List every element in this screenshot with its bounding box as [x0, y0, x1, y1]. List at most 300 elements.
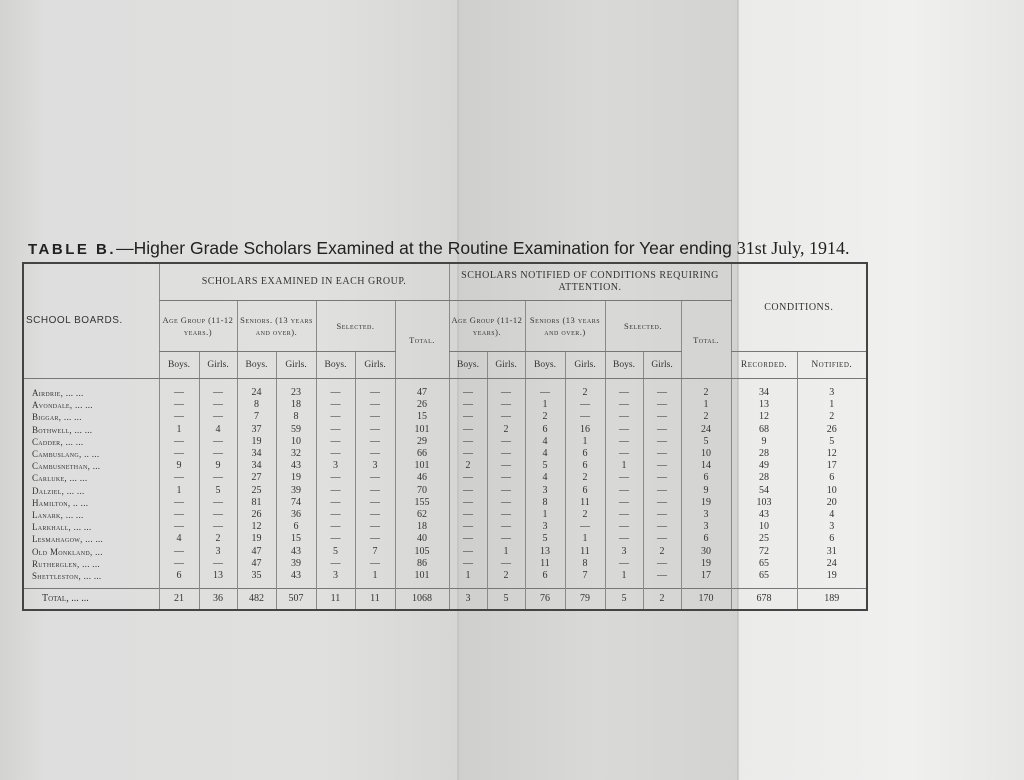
table-cell: — — [316, 558, 355, 570]
table-cell: — — [449, 472, 487, 484]
table-cell: 28 — [731, 448, 797, 460]
boys-header: Boys. — [237, 352, 276, 379]
table-cell: — — [159, 509, 199, 521]
table-cell: 3 — [199, 546, 237, 558]
table-cell: 43 — [731, 509, 797, 521]
table-cell: 25 — [731, 533, 797, 545]
table-cell: 8 — [276, 411, 316, 423]
table-cell: 155 — [395, 497, 449, 509]
table-cell: 62 — [395, 509, 449, 521]
table-cell: 2 — [487, 424, 525, 436]
table-cell: 3 — [355, 460, 395, 472]
table-cell: 74 — [276, 497, 316, 509]
table-cell: 101 — [395, 424, 449, 436]
table-cell: 15 — [276, 533, 316, 545]
selected-notified-header: Selected. — [605, 301, 681, 352]
conditions-header: CONDITIONS. — [731, 263, 867, 352]
table-cell: — — [449, 521, 487, 533]
total-cell: 2 — [643, 589, 681, 611]
recorded-header: Recorded. — [731, 352, 797, 379]
table-cell: 8 — [565, 558, 605, 570]
table-cell: — — [449, 497, 487, 509]
table-cell: 3 — [797, 379, 867, 400]
table-cell: — — [643, 485, 681, 497]
table-cell: — — [643, 399, 681, 411]
table-cell: — — [355, 411, 395, 423]
table-cell: — — [199, 558, 237, 570]
table-cell: 2 — [797, 411, 867, 423]
table-cell: — — [199, 411, 237, 423]
table-cell: 4 — [199, 424, 237, 436]
total-row — [23, 589, 867, 611]
school-board-name: Hamilton, .. ... — [32, 497, 89, 508]
table-cell: 2 — [565, 472, 605, 484]
table-cell: — — [355, 485, 395, 497]
table-cell: — — [316, 472, 355, 484]
table-cell: — — [449, 533, 487, 545]
total-cell: 170 — [681, 589, 731, 611]
table-cell: 4 — [525, 448, 565, 460]
table-row — [23, 399, 867, 411]
table-row — [23, 472, 867, 484]
table-cell: 2 — [449, 460, 487, 472]
table-cell: 13 — [731, 399, 797, 411]
table-cell: 1 — [159, 424, 199, 436]
school-board-name: Carluke, ... ... — [32, 473, 88, 484]
table-cell: — — [605, 411, 643, 423]
total-cell: 1068 — [395, 589, 449, 611]
total-header: Total. — [395, 301, 449, 379]
table-cell: 4 — [159, 533, 199, 545]
table-cell: 19 — [237, 436, 276, 448]
table-cell: — — [355, 558, 395, 570]
table-cell: 101 — [395, 460, 449, 472]
table-cell: — — [159, 546, 199, 558]
table-cell: — — [316, 485, 355, 497]
table-cell: 81 — [237, 497, 276, 509]
table-cell: 20 — [797, 497, 867, 509]
girls-header: Girls. — [565, 352, 605, 379]
table-cell: 3 — [681, 521, 731, 533]
table-cell: 11 — [565, 546, 605, 558]
table-cell: 27 — [237, 472, 276, 484]
table-cell: — — [316, 436, 355, 448]
table-cell: 9 — [731, 436, 797, 448]
table-cell: 18 — [276, 399, 316, 411]
table-cell: — — [525, 379, 565, 400]
table-cell: — — [605, 521, 643, 533]
table-row — [23, 546, 867, 558]
table-cell: 34 — [237, 448, 276, 460]
table-cell: 1 — [525, 399, 565, 411]
table-cell: 5 — [525, 460, 565, 472]
boys-header: Boys. — [525, 352, 565, 379]
table-cell: — — [487, 399, 525, 411]
table-cell: — — [355, 533, 395, 545]
table-cell: — — [449, 411, 487, 423]
table-cell: — — [487, 485, 525, 497]
table-cell: — — [605, 424, 643, 436]
table-cell: — — [643, 460, 681, 472]
table-cell: 12 — [797, 448, 867, 460]
table-cell: — — [605, 497, 643, 509]
school-board-name: Lesmahagow, ... ... — [32, 534, 104, 545]
table-cell: 6 — [525, 424, 565, 436]
school-board-name: Cadder, ... ... — [32, 436, 84, 447]
table-cell: — — [487, 436, 525, 448]
table-cell: — — [643, 521, 681, 533]
table-cell: 47 — [237, 558, 276, 570]
table-cell: — — [449, 558, 487, 570]
table-cell: 19 — [276, 472, 316, 484]
table-cell: — — [316, 379, 355, 400]
table-cell: 8 — [237, 399, 276, 411]
table-cell: — — [643, 411, 681, 423]
table-cell: — — [355, 379, 395, 400]
total-cell: 79 — [565, 589, 605, 611]
girls-header: Girls. — [487, 352, 525, 379]
table-cell: — — [449, 509, 487, 521]
table-title-year: 31st July, 1914. — [736, 238, 850, 258]
table-cell: 40 — [395, 533, 449, 545]
total-cell: 482 — [237, 589, 276, 611]
table-cell: — — [159, 497, 199, 509]
table-cell: — — [605, 448, 643, 460]
table-cell: — — [487, 460, 525, 472]
seniors-notified-header: Seniors (13 years and over.) — [525, 301, 605, 352]
table-cell: — — [449, 546, 487, 558]
table-row — [23, 448, 867, 460]
total-label: Total, ... ... — [23, 589, 159, 611]
table-cell: — — [316, 521, 355, 533]
school-board-name: Biggar, ... ... — [32, 412, 82, 423]
school-board-name: Cambuslang, .. ... — [32, 449, 100, 460]
table-cell: 19 — [797, 570, 867, 589]
girls-header: Girls. — [276, 352, 316, 379]
table-cell: 1 — [565, 533, 605, 545]
table-cell: — — [487, 379, 525, 400]
table-row — [23, 424, 867, 436]
table-cell: 23 — [276, 379, 316, 400]
girls-header: Girls. — [199, 352, 237, 379]
table-cell: 7 — [237, 411, 276, 423]
table-cell: 9 — [159, 460, 199, 472]
table-cell: — — [487, 509, 525, 521]
table-cell: 15 — [395, 411, 449, 423]
table-cell: — — [487, 472, 525, 484]
table-cell: — — [605, 558, 643, 570]
table-cell: 11 — [565, 497, 605, 509]
table-cell: 13 — [199, 570, 237, 589]
table-cell: — — [316, 509, 355, 521]
total-cell: 5 — [487, 589, 525, 611]
school-board-name: Avondale, ... ... — [32, 400, 93, 411]
table-cell: 70 — [395, 485, 449, 497]
table-cell: — — [605, 485, 643, 497]
table-cell: 32 — [276, 448, 316, 460]
table-cell: — — [487, 411, 525, 423]
table-cell: — — [159, 472, 199, 484]
notified-header: SCHOLARS NOTIFIED OF CONDITIONS REQUIRING ATTENTION. — [449, 263, 731, 301]
table-cell: 14 — [681, 460, 731, 472]
table-cell: 54 — [731, 485, 797, 497]
table-cell: — — [355, 521, 395, 533]
table-cell: 25 — [237, 485, 276, 497]
table-cell: 43 — [276, 460, 316, 472]
table-cell: 8 — [525, 497, 565, 509]
table-cell: 10 — [797, 485, 867, 497]
table-cell: 5 — [525, 533, 565, 545]
table-cell: 3 — [681, 509, 731, 521]
table-row — [23, 509, 867, 521]
age-group-notified-header: Age Group (11-12 years). — [449, 301, 525, 352]
table-cell: 39 — [276, 485, 316, 497]
table-cell: 4 — [525, 472, 565, 484]
table-cell: — — [159, 558, 199, 570]
table-cell: 11 — [525, 558, 565, 570]
total-notified-header: Total. — [681, 301, 731, 379]
table-cell: — — [605, 379, 643, 400]
table-cell: 2 — [681, 411, 731, 423]
table-cell: — — [449, 424, 487, 436]
table-cell: 18 — [395, 521, 449, 533]
table-cell: 24 — [237, 379, 276, 400]
table-cell: — — [199, 497, 237, 509]
notified-column-header: Notified. — [797, 352, 867, 379]
table-row — [23, 497, 867, 509]
table-row — [23, 570, 867, 589]
table-cell: 49 — [731, 460, 797, 472]
table-cell: 86 — [395, 558, 449, 570]
table-cell: 9 — [199, 460, 237, 472]
table-cell: 6 — [565, 448, 605, 460]
table-cell: 6 — [276, 521, 316, 533]
table-cell: 29 — [395, 436, 449, 448]
table-cell: 2 — [565, 379, 605, 400]
table-row — [23, 460, 867, 472]
school-board-name: Airdrie, ... ... — [32, 388, 84, 398]
table-cell: — — [565, 399, 605, 411]
table-cell: 103 — [731, 497, 797, 509]
table-cell: 2 — [643, 546, 681, 558]
table-cell: — — [355, 472, 395, 484]
table-cell: 6 — [681, 533, 731, 545]
table-cell: 30 — [681, 546, 731, 558]
total-cell: 36 — [199, 589, 237, 611]
scholars-table — [22, 262, 868, 611]
table-cell: 5 — [199, 485, 237, 497]
table-cell: 1 — [681, 399, 731, 411]
table-title-text: —Higher Grade Scholars Examined at the Routine Examination for Year ending — [116, 238, 737, 258]
table-cell: 10 — [731, 521, 797, 533]
table-cell: 1 — [605, 460, 643, 472]
table-cell: — — [643, 533, 681, 545]
table-cell: — — [643, 497, 681, 509]
table-cell: 65 — [731, 558, 797, 570]
table-cell: 68 — [731, 424, 797, 436]
school-board-name: Shettleston, ... ... — [32, 571, 102, 582]
table-cell: — — [643, 436, 681, 448]
table-cell: 43 — [276, 546, 316, 558]
school-board-name: Dalziel, ... ... — [32, 485, 85, 496]
table-cell: 6 — [565, 485, 605, 497]
table-cell: 19 — [237, 533, 276, 545]
table-cell: — — [199, 472, 237, 484]
table-cell: 2 — [487, 570, 525, 589]
total-cell: 3 — [449, 589, 487, 611]
table-cell: 34 — [237, 460, 276, 472]
table-cell: 26 — [237, 509, 276, 521]
table-title — [28, 238, 878, 259]
table-cell: — — [605, 509, 643, 521]
table-cell: — — [355, 436, 395, 448]
table-cell: — — [199, 399, 237, 411]
total-cell: 11 — [316, 589, 355, 611]
table-cell: 5 — [681, 436, 731, 448]
table-cell: 17 — [681, 570, 731, 589]
table-label: TABLE B. — [28, 241, 117, 258]
seniors-header: Seniors. (13 years and over). — [237, 301, 316, 352]
table-row — [23, 411, 867, 423]
table-cell: 24 — [681, 424, 731, 436]
table-cell: — — [449, 379, 487, 400]
table-cell: — — [316, 411, 355, 423]
table-cell: — — [355, 399, 395, 411]
table-cell: — — [487, 521, 525, 533]
table-cell: 6 — [797, 472, 867, 484]
table-cell: 105 — [395, 546, 449, 558]
table-cell: 1 — [355, 570, 395, 589]
table-cell: — — [199, 448, 237, 460]
table-cell: 19 — [681, 558, 731, 570]
table-cell: — — [449, 485, 487, 497]
table-cell: — — [159, 521, 199, 533]
table-cell: 6 — [159, 570, 199, 589]
table-cell: — — [159, 436, 199, 448]
table-cell: 4 — [797, 509, 867, 521]
school-board-name: Bothwell, ... ... — [32, 424, 93, 435]
table-cell: 36 — [276, 509, 316, 521]
table-cell: 47 — [395, 379, 449, 400]
table-cell: — — [316, 533, 355, 545]
table-cell: 46 — [395, 472, 449, 484]
table-cell: 65 — [731, 570, 797, 589]
table-cell: — — [643, 448, 681, 460]
table-cell: 5 — [797, 436, 867, 448]
table-cell: 17 — [797, 460, 867, 472]
table-cell: 5 — [316, 546, 355, 558]
table-cell: 2 — [681, 379, 731, 400]
table-cell: 34 — [731, 379, 797, 400]
table-cell: — — [565, 521, 605, 533]
table-cell: — — [487, 558, 525, 570]
total-cell: 21 — [159, 589, 199, 611]
table-cell: — — [159, 379, 199, 400]
table-cell: 1 — [605, 570, 643, 589]
table-cell: — — [487, 533, 525, 545]
table-row — [23, 379, 867, 400]
table-cell: 1 — [797, 399, 867, 411]
table-cell: — — [199, 379, 237, 400]
table-cell: 28 — [731, 472, 797, 484]
table-cell: 37 — [237, 424, 276, 436]
table-cell: 19 — [681, 497, 731, 509]
table-row — [23, 485, 867, 497]
table-cell: 9 — [681, 485, 731, 497]
table-cell: 1 — [565, 436, 605, 448]
table-cell: — — [316, 399, 355, 411]
school-boards-header: SCHOOL BOARDS. — [23, 263, 159, 379]
table-cell: 43 — [276, 570, 316, 589]
examined-header: SCHOLARS EXAMINED IN EACH GROUP. — [159, 263, 449, 301]
table-cell: 3 — [605, 546, 643, 558]
table-row — [23, 533, 867, 545]
table-cell: 7 — [565, 570, 605, 589]
table-cell: — — [159, 411, 199, 423]
girls-header: Girls. — [355, 352, 395, 379]
table-cell: — — [355, 448, 395, 460]
table-cell: 2 — [565, 509, 605, 521]
school-board-name: Cambusnethan, ... — [32, 461, 101, 472]
table-cell: — — [316, 448, 355, 460]
table-cell: — — [355, 424, 395, 436]
table-cell: 13 — [525, 546, 565, 558]
table-cell: 10 — [276, 436, 316, 448]
table-cell: 16 — [565, 424, 605, 436]
table-cell: — — [605, 436, 643, 448]
table-row — [23, 521, 867, 533]
boys-header: Boys. — [316, 352, 355, 379]
table-cell: — — [605, 472, 643, 484]
total-cell: 76 — [525, 589, 565, 611]
table-cell: 2 — [525, 411, 565, 423]
table-cell: — — [159, 399, 199, 411]
boys-header: Boys. — [159, 352, 199, 379]
total-cell: 189 — [797, 589, 867, 611]
table-cell: 66 — [395, 448, 449, 460]
table-cell: — — [487, 448, 525, 460]
table-cell: 101 — [395, 570, 449, 589]
table-cell: 3 — [316, 570, 355, 589]
table-cell: — — [605, 533, 643, 545]
table-cell: 3 — [525, 521, 565, 533]
table-cell: 3 — [797, 521, 867, 533]
table-cell: — — [643, 558, 681, 570]
table-cell: 39 — [276, 558, 316, 570]
table-cell: 6 — [525, 570, 565, 589]
table-cell: 1 — [159, 485, 199, 497]
table-cell: 6 — [565, 460, 605, 472]
girls-header: Girls. — [643, 352, 681, 379]
table-cell: — — [643, 424, 681, 436]
table-cell: — — [316, 424, 355, 436]
school-board-name: Old Monkland, ... — [32, 546, 103, 557]
total-cell: 11 — [355, 589, 395, 611]
table-cell: 47 — [237, 546, 276, 558]
table-cell: 2 — [199, 533, 237, 545]
table-cell: — — [316, 497, 355, 509]
school-board-name: Rutherglen, ... ... — [32, 558, 100, 569]
table-cell: 72 — [731, 546, 797, 558]
table-cell: 10 — [681, 448, 731, 460]
table-cell: — — [643, 472, 681, 484]
table-cell: 59 — [276, 424, 316, 436]
boys-header: Boys. — [605, 352, 643, 379]
table-cell: — — [605, 399, 643, 411]
age-group-header: Age Group (11-12 years.) — [159, 301, 237, 352]
table-cell: 12 — [237, 521, 276, 533]
table-cell: 26 — [395, 399, 449, 411]
